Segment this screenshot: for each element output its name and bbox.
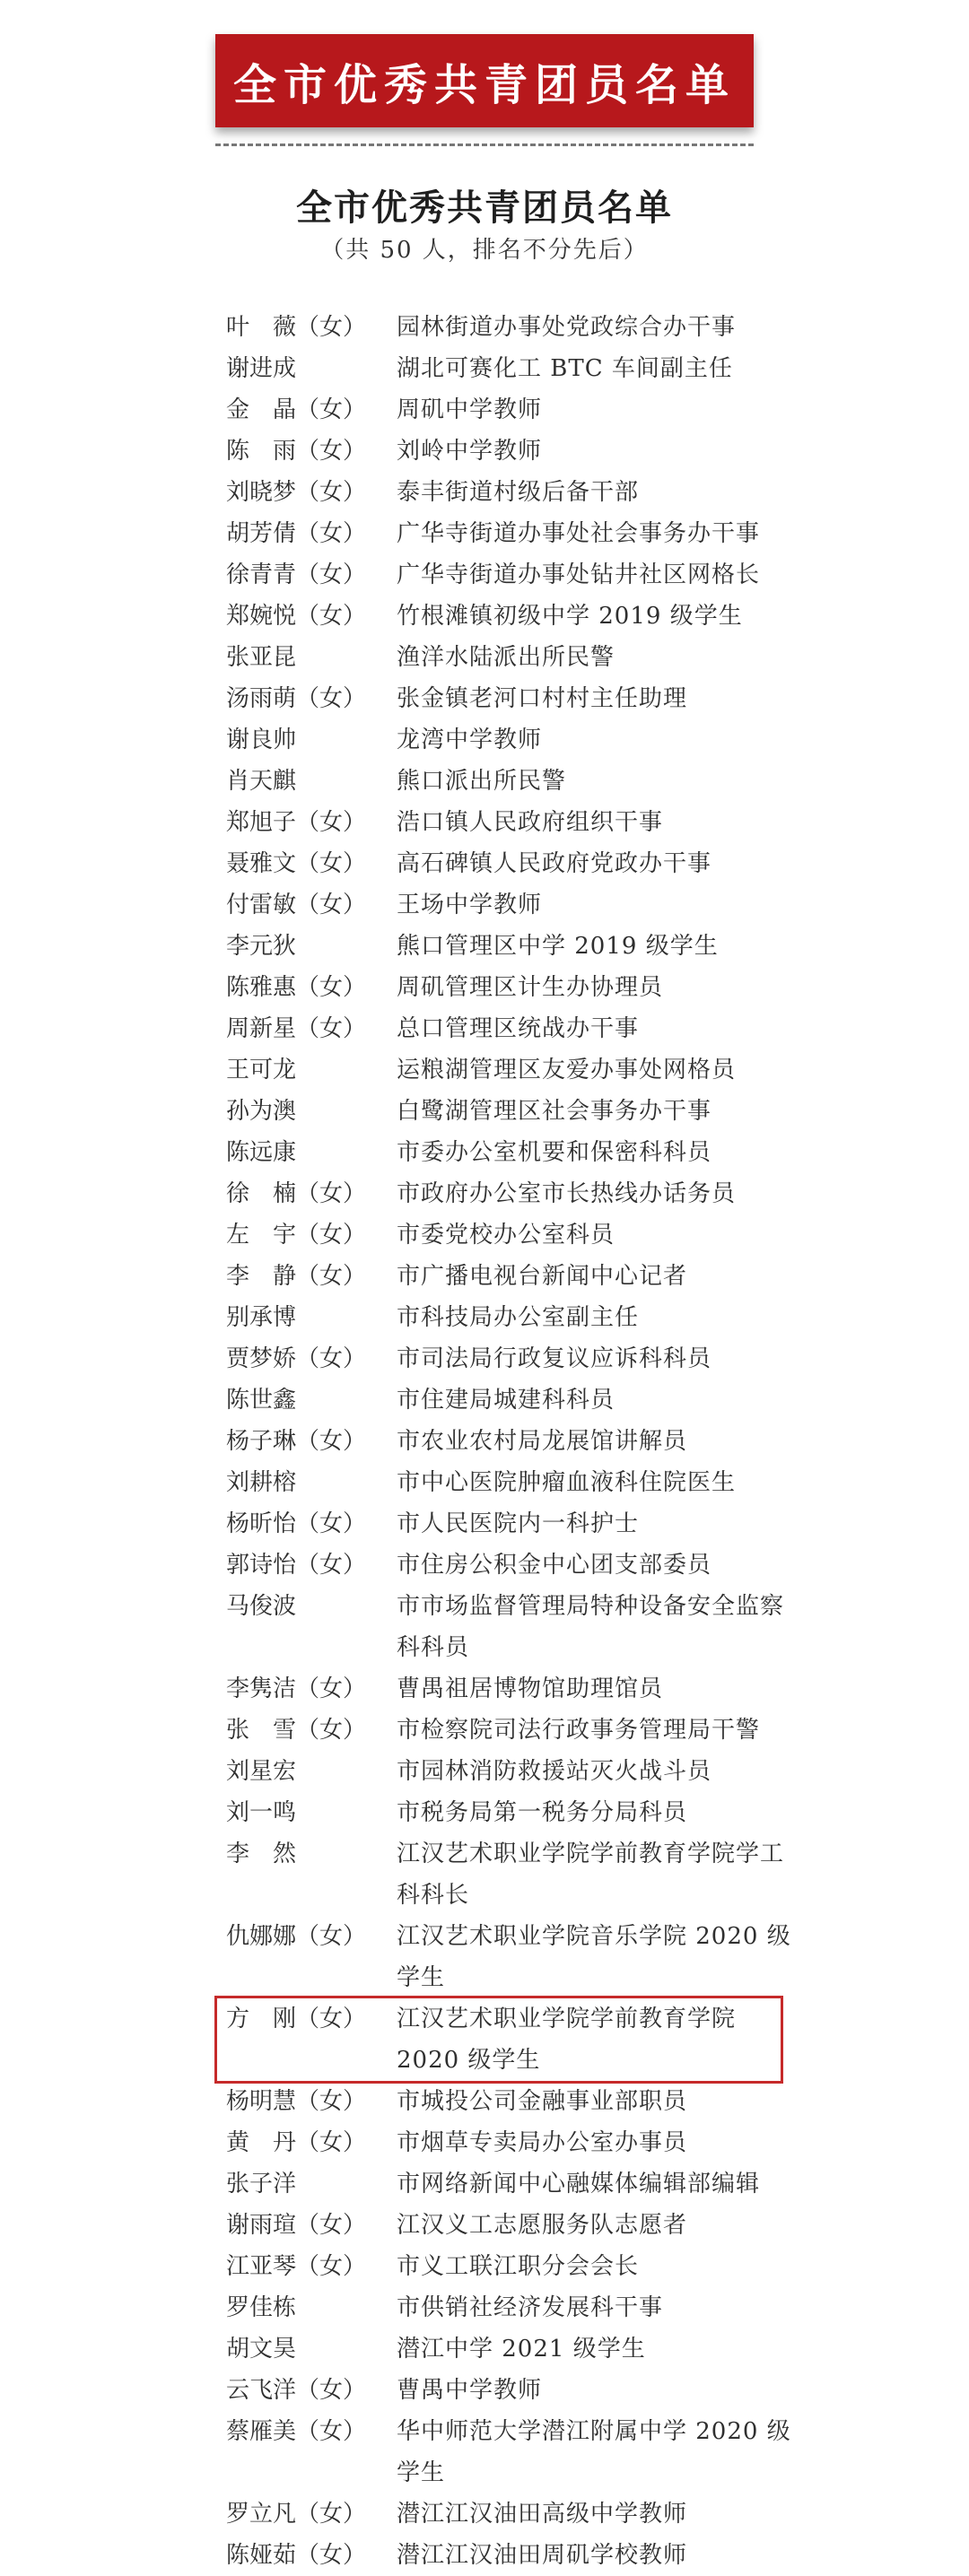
- list-item: [226, 2163, 809, 2205]
- list-item: [226, 2122, 809, 2163]
- person-name: 胡芳倩（女）: [226, 520, 367, 547]
- person-name: 郑旭子（女）: [226, 809, 367, 836]
- person-name: 刘耕榕: [226, 1469, 297, 1496]
- person-name: 徐 楠（女）: [226, 1180, 367, 1207]
- person-position: 广华寺街道办事处钻井社区网格长: [397, 561, 761, 588]
- list-item: [226, 1297, 809, 1338]
- person-position: 运粮湖管理区友爱办事处网格员: [397, 1057, 737, 1083]
- person-name: 黄 丹（女）: [226, 2129, 367, 2156]
- person-position: 市税务局第一税务分局科员: [397, 1799, 688, 1826]
- list-item: [226, 1586, 809, 1668]
- list-item: [226, 1421, 809, 1462]
- person-name: 左 宇（女）: [226, 1222, 367, 1249]
- person-name: 肖天麒: [226, 768, 297, 795]
- person-position: 市广播电视台新闻中心记者: [397, 1263, 688, 1290]
- person-name: 云飞洋（女）: [226, 2377, 367, 2404]
- person-name: 汤雨萌（女）: [226, 685, 367, 712]
- person-position: 市烟草专卖局办公室办事员: [397, 2129, 688, 2156]
- list-item: [226, 2535, 809, 2576]
- list-item: [226, 1379, 809, 1421]
- person-position: 市市场监督管理局特种设备安全监察科科员: [397, 1593, 785, 1661]
- person-position: 市委办公室机要和保密科科员: [397, 1139, 712, 1166]
- list-item: [226, 472, 809, 513]
- person-position: 江汉艺术职业学院音乐学院 2020 级学生: [397, 1923, 791, 1991]
- person-position: 市农业农村局龙展馆讲解员: [397, 1428, 688, 1455]
- person-position: 市人民医院内一科护士: [397, 1510, 640, 1537]
- list-item: [226, 1462, 809, 1503]
- person-name: 贾梦娇（女）: [226, 1345, 367, 1372]
- person-position: 曹禺祖居博物馆助理馆员: [397, 1675, 664, 1702]
- person-name: 付雷敏（女）: [226, 892, 367, 918]
- person-name: 刘星宏: [226, 1758, 297, 1785]
- list-item: [226, 554, 809, 596]
- list-item: [226, 1916, 809, 1998]
- person-position: 市中心医院肿瘤血液科住院医生: [397, 1469, 737, 1496]
- list-item: [226, 596, 809, 637]
- person-position: 潜江中学 2021 级学生: [397, 2336, 646, 2363]
- person-position: 市义工联江职分会会长: [397, 2253, 640, 2280]
- list-item: [226, 1668, 809, 1710]
- person-position: 市城投公司金融事业部职员: [397, 2088, 688, 2115]
- list-item: [226, 1833, 809, 1916]
- person-name: 仇娜娜（女）: [226, 1923, 367, 1950]
- person-name: 王可龙: [226, 1057, 297, 1083]
- person-name: 刘一鸣: [226, 1799, 297, 1826]
- person-position: 市委党校办公室科员: [397, 1222, 615, 1249]
- person-name: 陈娅茹（女）: [226, 2542, 367, 2569]
- person-name: 李 然: [226, 1841, 297, 1867]
- person-name: 张 雪（女）: [226, 1717, 367, 1744]
- list-item: [226, 1049, 809, 1091]
- list-item: [226, 2205, 809, 2246]
- person-name: 李元狄: [226, 933, 297, 960]
- person-position: 潜江江汉油田高级中学教师: [397, 2501, 688, 2528]
- list-item: [226, 1008, 809, 1049]
- person-name: 谢进成: [226, 355, 297, 382]
- list-item: [226, 1751, 809, 1792]
- person-position: 市司法局行政复议应诉科科员: [397, 1345, 712, 1372]
- person-name: 杨明慧（女）: [226, 2088, 367, 2115]
- banner-title: 全市优秀共青团员名单: [232, 59, 736, 110]
- person-position: 华中师范大学潜江附属中学 2020 级学生: [397, 2418, 791, 2486]
- person-position: 园林街道办事处党政综合办干事: [397, 314, 737, 341]
- list-item: [226, 2287, 809, 2328]
- person-position: 竹根滩镇初级中学 2019 级学生: [397, 603, 743, 630]
- person-position: 浩口镇人民政府组织干事: [397, 809, 664, 836]
- person-position: 江汉艺术职业学院学前教育学院 2020 级学生: [397, 2006, 737, 2074]
- document-subtitle: （共 50 人，排名不分先后）: [320, 237, 649, 264]
- dashed-divider: [215, 144, 754, 146]
- list-item: [226, 1710, 809, 1751]
- person-position: 湖北可赛化工 BTC 车间副主任: [397, 355, 733, 382]
- list-item: [226, 1214, 809, 1256]
- person-name: 金 晶（女）: [226, 396, 367, 423]
- person-position: 渔洋水陆派出所民警: [397, 644, 615, 671]
- list-item: [226, 348, 809, 389]
- person-position: 江汉义工志愿服务队志愿者: [397, 2212, 688, 2239]
- person-name: 郭诗怡（女）: [226, 1552, 367, 1579]
- person-position: 龙湾中学教师: [397, 727, 543, 753]
- honoree-list: [226, 307, 809, 2576]
- person-name: 方 刚（女）: [226, 2006, 367, 2032]
- person-name: 孙为澳: [226, 1098, 297, 1125]
- person-position: 市政府办公室市长热线办话务员: [397, 1180, 737, 1207]
- person-position: 熊口派出所民警: [397, 768, 567, 795]
- person-position: 市科技局办公室副主任: [397, 1304, 640, 1331]
- list-item: [226, 1503, 809, 1545]
- list-item: [226, 1256, 809, 1297]
- person-name: 罗立凡（女）: [226, 2501, 367, 2528]
- list-item: [226, 2493, 809, 2535]
- person-position: 张金镇老河口村村主任助理: [397, 685, 688, 712]
- person-name: 陈雅惠（女）: [226, 974, 367, 1001]
- person-name: 杨昕怡（女）: [226, 1510, 367, 1537]
- list-item: [226, 1338, 809, 1379]
- person-position: 潜江江汉油田周矶学校教师: [397, 2542, 688, 2569]
- person-position: 王场中学教师: [397, 892, 543, 918]
- person-name: 李 静（女）: [226, 1263, 367, 1290]
- person-position: 泰丰街道村级后备干部: [397, 479, 640, 506]
- person-name: 李隽洁（女）: [226, 1675, 367, 1702]
- list-item: [226, 2411, 809, 2493]
- person-position: 白鹭湖管理区社会事务办干事: [397, 1098, 712, 1125]
- person-position: 市网络新闻中心融媒体编辑部编辑: [397, 2171, 761, 2197]
- person-name: 谢雨瑄（女）: [226, 2212, 367, 2239]
- list-item: [226, 1545, 809, 1586]
- list-item: [226, 2246, 809, 2287]
- person-name: 聂雅文（女）: [226, 850, 367, 877]
- list-item: [226, 637, 809, 678]
- list-item: [226, 2081, 809, 2122]
- person-name: 徐青青（女）: [226, 561, 367, 588]
- list-item: [226, 884, 809, 926]
- list-item: [226, 967, 809, 1008]
- person-name: 张子洋: [226, 2171, 297, 2197]
- person-name: 谢良帅: [226, 727, 297, 753]
- list-item: [226, 513, 809, 554]
- list-item: [226, 719, 809, 761]
- document-title: 全市优秀共青团员名单: [296, 187, 673, 229]
- person-name: 张亚昆: [226, 644, 297, 671]
- person-position: 市供销社经济发展科干事: [397, 2294, 664, 2321]
- list-item: [226, 2370, 809, 2411]
- person-name: 郑婉悦（女）: [226, 603, 367, 630]
- person-name: 刘晓梦（女）: [226, 479, 367, 506]
- person-position: 市检察院司法行政事务管理局干警: [397, 1717, 761, 1744]
- list-item: [226, 1091, 809, 1132]
- person-position: 周矶管理区计生办协理员: [397, 974, 664, 1001]
- person-position: 刘岭中学教师: [397, 438, 543, 465]
- person-name: 陈 雨（女）: [226, 438, 367, 465]
- list-item: [226, 926, 809, 967]
- person-name: 罗佳栋: [226, 2294, 297, 2321]
- person-position: 熊口管理区中学 2019 级学生: [397, 933, 719, 960]
- list-item: [226, 843, 809, 884]
- person-name: 周新星（女）: [226, 1015, 367, 1042]
- header-banner: [215, 34, 754, 127]
- list-item: [226, 389, 809, 431]
- person-position: 市园林消防救援站灭火战斗员: [397, 1758, 712, 1785]
- person-name: 杨子琳（女）: [226, 1428, 367, 1455]
- person-name: 陈世鑫: [226, 1387, 297, 1414]
- person-name: 蔡雁美（女）: [226, 2418, 367, 2445]
- person-position: 江汉艺术职业学院学前教育学院学工科科长: [397, 1841, 785, 1909]
- list-item: [226, 802, 809, 843]
- person-position: 市住建局城建科科员: [397, 1387, 615, 1414]
- person-name: 陈远康: [226, 1139, 297, 1166]
- list-item: [226, 2328, 809, 2370]
- person-name: 别承博: [226, 1304, 297, 1331]
- person-position: 市住房公积金中心团支部委员: [397, 1552, 712, 1579]
- list-item: [226, 761, 809, 802]
- list-item: [226, 431, 809, 472]
- list-item: [226, 1132, 809, 1173]
- list-item-highlighted: [217, 1998, 781, 2081]
- person-name: 叶 薇（女）: [226, 314, 367, 341]
- person-name: 江亚琴（女）: [226, 2253, 367, 2280]
- person-position: 广华寺街道办事处社会事务办干事: [397, 520, 761, 547]
- list-item: [226, 678, 809, 719]
- person-name: 马俊波: [226, 1593, 297, 1620]
- person-name: 胡文昊: [226, 2336, 297, 2363]
- person-position: 曹禺中学教师: [397, 2377, 543, 2404]
- list-item: [226, 1173, 809, 1214]
- person-position: 高石碑镇人民政府党政办干事: [397, 850, 712, 877]
- person-position: 周矶中学教师: [397, 396, 543, 423]
- list-item: [226, 307, 809, 348]
- person-position: 总口管理区统战办干事: [397, 1015, 640, 1042]
- list-item: [226, 1792, 809, 1833]
